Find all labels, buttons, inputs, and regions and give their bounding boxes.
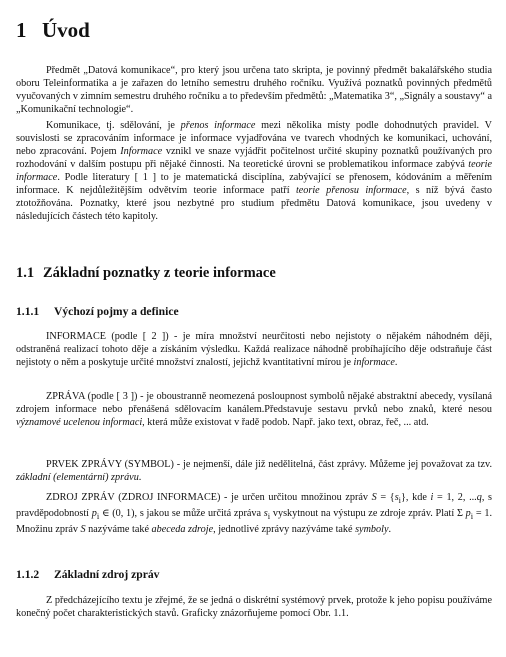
intro-p1-text: Předmět „Datová komunikace“, pro který jsou určena tato skripta, je povinný předmět bakalářského studia oboru Teleinformatika a je zařazen do letního semestru druhého ročníku. Využívá poznatků povinných předmětů vyučovaných v zimním semestru druhého ročníku a to především předmětů: „Matematika 3“, „Signály a soustavy“ a „Komunikační technologie“. xyxy=(16,65,492,115)
text-run: , s pravděpodobností xyxy=(16,492,492,520)
subsection-number: 1.1.1 xyxy=(16,305,40,318)
italic-term: Informace xyxy=(120,146,163,157)
text-run: . xyxy=(388,524,392,536)
chapter-number: 1 xyxy=(16,18,27,42)
intro-paragraph-1 xyxy=(16,64,492,116)
section-heading xyxy=(16,264,276,282)
italic-term: přenos informace xyxy=(180,120,256,131)
text-run: , která může existovat v řadě podob. Např. jako text, obraz, řeč, ... atd. xyxy=(142,417,429,428)
definition-informace xyxy=(16,330,492,369)
subsection-title: Výchozí pojmy a definice xyxy=(54,305,179,318)
subsection-heading-1 xyxy=(16,304,179,319)
subsection-number: 1.1.2 xyxy=(16,568,40,581)
text-run: . xyxy=(394,357,398,368)
definition-zprava xyxy=(16,390,492,429)
text-run: Komunikace, tj. sdělování, je xyxy=(46,120,181,131)
text-run: = 1, 2, ... xyxy=(433,492,477,503)
italic-term: významové ucelenou informaci xyxy=(16,417,143,428)
math-var: q xyxy=(476,492,482,503)
text-run: , s níž bývá často ztotožňována. Poznatky, které jsou nezbytné pro studium předmětu Datová komunikace, jsou uvedeny v následujících částech této kapitoly. xyxy=(16,185,492,222)
text-run: . Podle literatury [ 1 ] to je matematická disciplína, zabývající se přenosem, kódováním a měřením informace. K nejdůležitějším odvětvím teorie informace patří xyxy=(16,172,492,196)
text-run: , jednotlivé zprávy nazýváme také xyxy=(213,524,356,536)
last-p-text: Z předcházejícího textu je zřejmé, že se jedná o diskrétní systémový prvek, protože k jeho popisu používáme konečný počet charakteristických stavů. Graficky znázorňujeme pomocí Obr. 1.1. xyxy=(16,595,492,619)
italic-term: symboly xyxy=(355,524,389,536)
text-run: mezi několika místy podle dohodnutých pravidel. V souvislosti se zpracováním informace je informace vyjadřována ve tvarech vhodných ke komunikaci, uchování, nebo zpracování. Pojem xyxy=(16,120,493,157)
text-run: nazýváme také xyxy=(85,524,152,536)
text-run: ZPRÁVA (podle [ 3 ]) - je oboustranně neomezená posloupnost symbolů nějaké abstraktní abecedy, vysílaná zdrojem informace nebo přenášená sdělovacím kanálem.Představuje sestavu prvků nebo znaků, které nesou xyxy=(16,391,492,415)
text-run: }, kde xyxy=(401,492,431,503)
italic-term: teorie informace xyxy=(16,159,492,183)
math-subscript: i xyxy=(398,495,402,506)
text-run: = 1. Množinu zpráv xyxy=(16,508,493,536)
math-subscript: i xyxy=(96,511,100,522)
italic-term: základní (elementární) zprávu xyxy=(16,472,139,483)
definition-zdroj-zprav xyxy=(16,491,492,536)
section-title: Základní poznatky z teorie informace xyxy=(43,265,276,281)
text-run: ∈ (0, 1), s jakou se může určitá zpráva xyxy=(99,508,264,520)
chapter-title: Úvod xyxy=(42,18,90,42)
math-var: p xyxy=(465,508,471,520)
math-var: s xyxy=(394,492,399,503)
text-run: = { xyxy=(376,492,395,503)
chapter-heading xyxy=(16,18,90,42)
text-run: vznikl ve snaze vyjádřit počitelnost určité skupiny poznatků používaných pro rozhodování v dalším postupu při nějaké činnosti. Na teoretické úrovni se problematikou informace zabývá xyxy=(16,146,492,170)
text-run: INFORMACE (podle [ 2 ]) - je míra množství neurčitosti nebo nejistoty o nějakém náhodném ději, odstraněná realizací tohoto děje a získáním výsledku. Každá realizace náhodně probíhajícího děje odstraňuje část nejistoty o něm a poskytuje určité množství znalostí, jejichž kvantitativní mírou je xyxy=(16,331,492,368)
intro-paragraph-2 xyxy=(16,119,492,223)
text-run: . xyxy=(138,472,142,483)
math-var: p xyxy=(91,508,97,520)
section-number: 1.1 xyxy=(16,265,35,281)
math-var: i xyxy=(430,492,434,503)
italic-term: informace xyxy=(353,357,395,368)
definition-prvek-zpravy xyxy=(16,458,492,484)
math-var: S xyxy=(371,492,377,503)
italic-term: teorie přenosu informace xyxy=(295,185,407,196)
italic-term: abeceda zdroje xyxy=(151,524,214,536)
subsection-title: Základní zdroj zpráv xyxy=(54,568,160,581)
math-var: s xyxy=(263,508,268,520)
text-run: PRVEK ZPRÁVY (SYMBOL) - je nejmenší, dále již nedělitelná, část zprávy. Můžeme jej považovat za tzv. xyxy=(46,459,492,470)
text-run: vyskytnout na výstupu ze zdroje zpráv. Platí Σ xyxy=(270,508,466,520)
text-run: ZDROJ ZPRÁV (ZDROJ INFORMACE) - je určen určitou množinou zpráv xyxy=(46,492,372,503)
last-paragraph xyxy=(16,594,492,620)
math-var: S xyxy=(80,524,86,536)
math-subscript: i xyxy=(267,511,271,522)
subsection-heading-2 xyxy=(16,567,159,582)
math-subscript: i xyxy=(470,511,474,522)
